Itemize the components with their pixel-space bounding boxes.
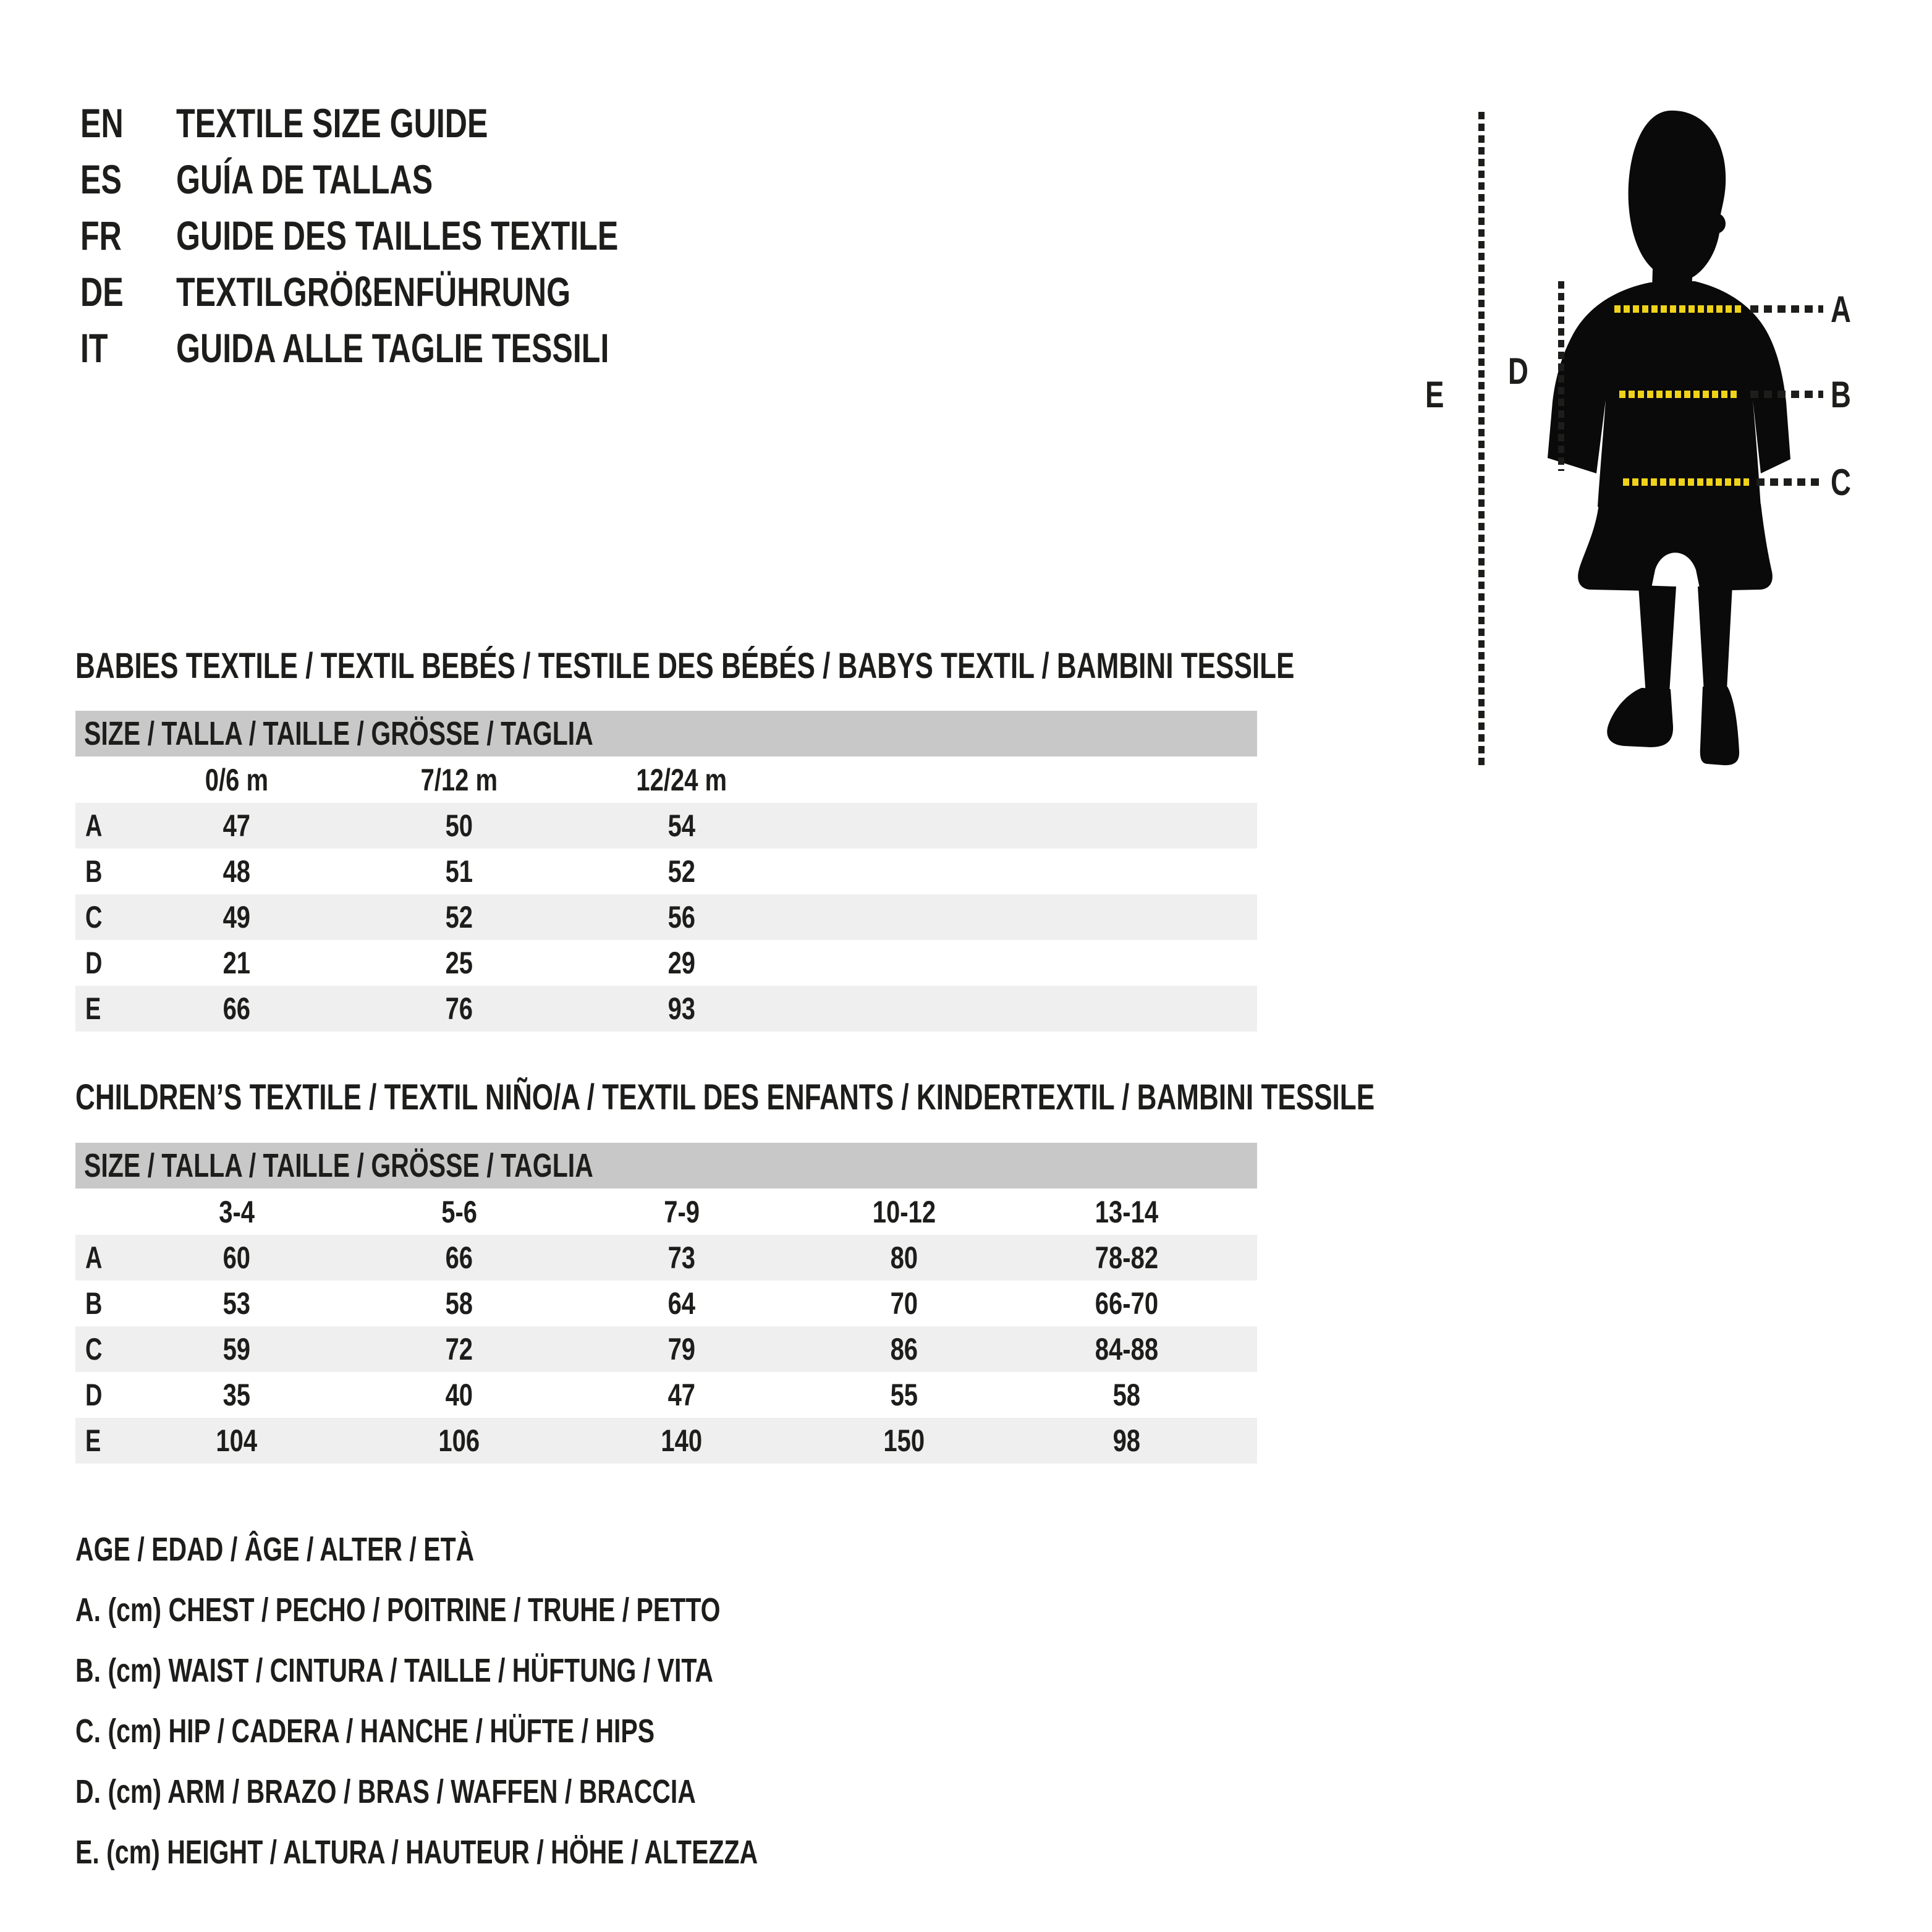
table-cell: 66	[445, 1240, 473, 1275]
babies-column-header	[348, 762, 570, 798]
table-cell: 47	[667, 1378, 696, 1412]
babies-table-header-bar	[75, 711, 1257, 756]
legend-hip: C. (cm) HIP / CADERA / HANCHE / HÜFTE / HIPS	[75, 1713, 655, 1750]
children-col-5-6: 5-6	[441, 1194, 477, 1229]
measure-label-arm	[1508, 346, 1535, 396]
language-row-en	[80, 95, 758, 151]
table-cell: 58	[1112, 1378, 1141, 1412]
table-row-e	[75, 1418, 1257, 1464]
row-label: D	[85, 1378, 103, 1412]
table-cell: 76	[445, 991, 473, 1026]
table-cell: 59	[222, 1332, 251, 1366]
language-row-es	[80, 151, 758, 207]
table-cell: 54	[667, 808, 696, 843]
children-column-header	[570, 1194, 793, 1230]
babies-column-header	[125, 762, 348, 798]
row-label: A	[85, 808, 103, 843]
measure-label-height	[1425, 370, 1450, 419]
legend-height: E. (cm) HEIGHT / ALTURA / HAUTEUR / HÖHE / ALTEZZA	[75, 1834, 758, 1871]
table-cell: 48	[222, 854, 251, 889]
language-title-es: GUÍA DE TALLAS	[176, 156, 433, 202]
label-d-text: D	[1508, 350, 1528, 392]
language-title-de: TEXTILGRÖßENFÜHRUNG	[176, 268, 571, 315]
table-cell: 104	[216, 1423, 258, 1458]
babies-col-7-12m: 7/12 m	[420, 762, 498, 797]
children-col-3-4: 3-4	[219, 1194, 255, 1229]
children-column-header	[793, 1194, 1015, 1230]
table-cell: 140	[661, 1423, 703, 1458]
row-label: C	[85, 1332, 103, 1366]
language-code-it: IT	[80, 324, 108, 371]
table-cell: 150	[883, 1423, 925, 1458]
language-title-fr: GUIDE DES TAILLES TEXTILE	[176, 212, 619, 258]
table-cell: 52	[667, 854, 696, 889]
table-cell: 29	[667, 946, 696, 980]
row-label: E	[85, 1423, 101, 1458]
table-cell: 98	[1112, 1423, 1141, 1458]
children-column-header	[125, 1194, 348, 1230]
legend-arm: D. (cm) ARM / BRAZO / BRAS / WAFFEN / BRACCIA	[75, 1773, 696, 1810]
children-col-10-12: 10-12	[872, 1194, 936, 1229]
table-row-d	[75, 940, 1257, 986]
language-row-fr	[80, 207, 758, 263]
silhouette-right-shoe	[1700, 687, 1739, 765]
measure-label-chest	[1831, 284, 1857, 334]
children-column-header	[348, 1194, 570, 1230]
measurement-legend	[75, 1519, 973, 1883]
table-cell: 93	[667, 991, 696, 1026]
row-label: D	[85, 946, 103, 980]
table-row-b	[75, 849, 1257, 894]
row-label: E	[85, 991, 101, 1026]
silhouette-left-shoe	[1607, 688, 1673, 747]
table-cell: 35	[222, 1378, 251, 1412]
language-code-en: EN	[80, 100, 124, 146]
table-cell: 49	[222, 900, 251, 934]
table-cell: 79	[667, 1332, 696, 1366]
table-cell: 106	[438, 1423, 480, 1458]
table-cell: 47	[222, 808, 251, 843]
table-cell: 40	[445, 1378, 473, 1412]
row-label: B	[85, 854, 103, 889]
table-cell: 55	[890, 1378, 918, 1412]
table-row-a	[75, 803, 1257, 849]
table-cell: 25	[445, 946, 473, 980]
language-row-it	[80, 320, 758, 376]
children-table-header-bar	[75, 1143, 1257, 1188]
children-table-header-text: SIZE / TALLA / TAILLE / GRÖSSE / TAGLIA	[84, 1147, 593, 1184]
children-section-title	[75, 1075, 1785, 1119]
children-col-13-14: 13-14	[1095, 1194, 1159, 1229]
children-column-header-row	[75, 1188, 1257, 1235]
babies-col-0-6m: 0/6 m	[205, 762, 269, 797]
language-row-de	[80, 263, 758, 320]
table-cell: 21	[222, 946, 251, 980]
label-c-text: C	[1831, 461, 1851, 503]
babies-table-header-text: SIZE / TALLA / TAILLE / GRÖSSE / TAGLIA	[84, 715, 593, 752]
table-cell: 60	[222, 1240, 251, 1275]
silhouette-shorts	[1578, 504, 1773, 591]
table-cell: 50	[445, 808, 473, 843]
label-b-text: B	[1831, 373, 1851, 415]
silhouette-right-leg	[1698, 585, 1732, 692]
children-col-7-9: 7-9	[664, 1194, 700, 1229]
babies-size-table	[75, 711, 1257, 1032]
table-row-a	[75, 1235, 1257, 1281]
measure-label-hip	[1831, 457, 1857, 507]
table-row-c	[75, 894, 1257, 940]
table-row-c	[75, 1326, 1257, 1372]
children-section-title-text: CHILDREN’S TEXTILE / TEXTIL NIÑO/A / TEXTIL DES ENFANTS / KINDERTEXTIL / BAMBINI TESSILE	[75, 1077, 1375, 1117]
table-cell: 86	[890, 1332, 918, 1366]
legend-age: AGE / EDAD / ÂGE / ALTER / ETÀ	[75, 1531, 475, 1568]
table-row-d	[75, 1372, 1257, 1418]
babies-col-12-24m: 12/24 m	[636, 762, 727, 797]
silhouette-shirt	[1548, 281, 1790, 507]
row-label: C	[85, 900, 103, 934]
row-label: A	[85, 1240, 103, 1275]
children-column-header	[1015, 1194, 1238, 1230]
legend-waist: B. (cm) WAIST / CINTURA / TAILLE / HÜFTUNG / VITA	[75, 1652, 714, 1689]
table-row-b	[75, 1281, 1257, 1326]
table-cell: 84-88	[1095, 1332, 1159, 1366]
language-code-es: ES	[80, 156, 122, 202]
children-size-table	[75, 1143, 1257, 1464]
table-cell: 64	[667, 1286, 696, 1321]
language-code-de: DE	[80, 268, 124, 315]
table-cell: 73	[667, 1240, 696, 1275]
row-label: B	[85, 1286, 103, 1321]
label-e-text: E	[1425, 373, 1444, 415]
language-title-list	[80, 95, 758, 376]
measure-label-waist	[1831, 370, 1857, 419]
table-cell: 66	[222, 991, 251, 1026]
table-cell: 80	[890, 1240, 918, 1275]
babies-section-title	[75, 644, 1679, 687]
table-cell: 66-70	[1095, 1286, 1159, 1321]
table-cell: 51	[445, 854, 473, 889]
table-cell: 52	[445, 900, 473, 934]
babies-section-title-text: BABIES TEXTILE / TEXTIL BEBÉS / TESTILE DES BÉBÉS / BABYS TEXTIL / BAMBINI TESSILE	[75, 645, 1295, 686]
table-cell: 78-82	[1095, 1240, 1159, 1275]
table-cell: 58	[445, 1286, 473, 1321]
table-cell: 70	[890, 1286, 918, 1321]
table-cell: 53	[222, 1286, 251, 1321]
label-a-text: A	[1831, 288, 1851, 330]
legend-chest: A. (cm) CHEST / PECHO / POITRINE / TRUHE / PETTO	[75, 1591, 721, 1629]
table-cell: 56	[667, 900, 696, 934]
language-title-en: TEXTILE SIZE GUIDE	[176, 100, 488, 146]
language-code-fr: FR	[80, 212, 122, 258]
language-title-it: GUIDA ALLE TAGLIE TESSILI	[176, 324, 609, 371]
babies-column-header-row	[75, 756, 1257, 803]
babies-column-header	[570, 762, 793, 798]
table-cell: 72	[445, 1332, 473, 1366]
table-row-e	[75, 986, 1257, 1032]
